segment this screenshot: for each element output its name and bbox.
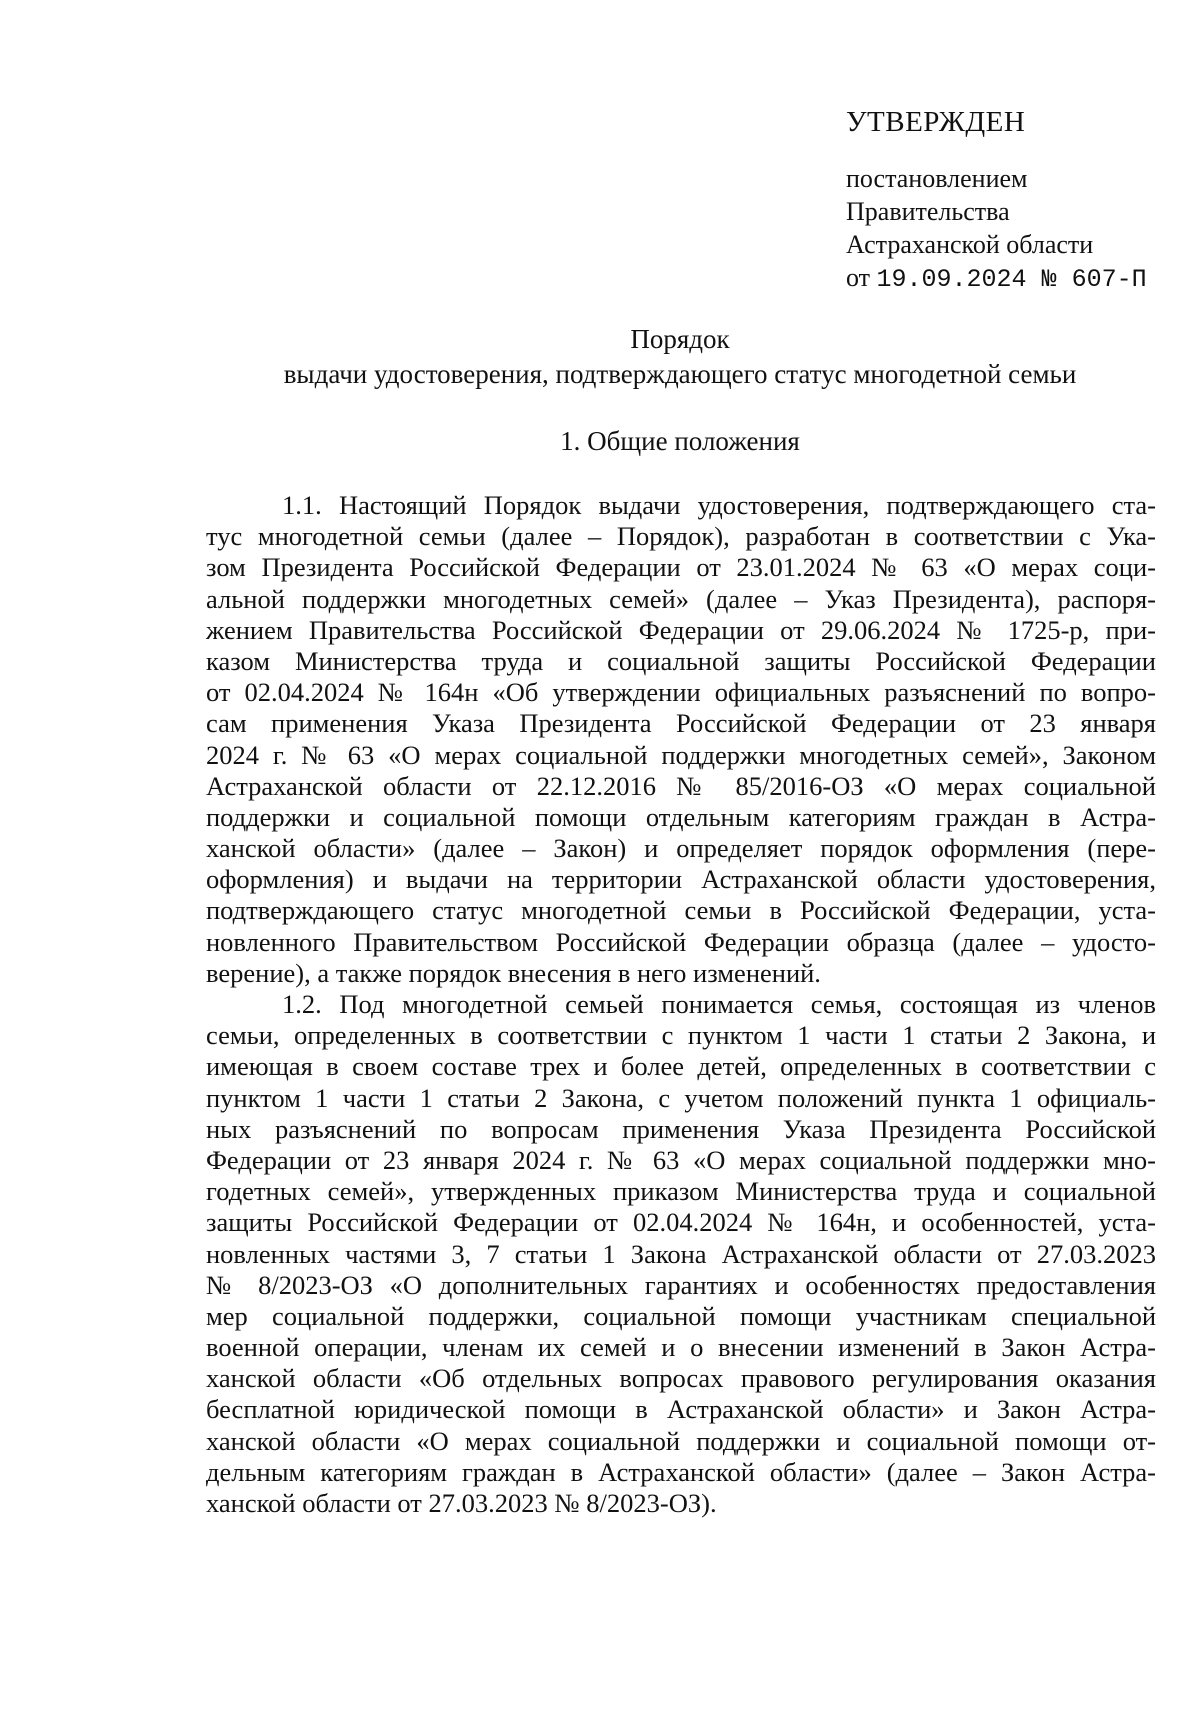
text-line: мер социальной поддержки, социальной помощи участникам специальной bbox=[206, 1300, 1156, 1331]
text-line: сам применения Указа Президента Российской Федерации от 23 января bbox=[206, 708, 1156, 739]
text-line: 2024 г. № 63 «О мерах социальной поддержки многодетных семей», Законом bbox=[206, 739, 1156, 770]
text-line: имеющая в своем составе трех и более детей, определенных в соответствии с bbox=[206, 1051, 1156, 1082]
approval-stamp bbox=[846, 104, 1166, 296]
text-line: ханской области от 27.03.2023 № 8/2023-ОЗ). bbox=[206, 1488, 717, 1518]
text-line: жением Правительства Российской Федерации от 29.06.2024 № 1725-р, при- bbox=[206, 614, 1156, 645]
text-line: защиты Российской Федерации от 02.04.2024 № 164н, и особенностей, уста- bbox=[206, 1207, 1156, 1238]
paragraph-1-1 bbox=[206, 490, 1156, 989]
approval-line-3: Астраханской области bbox=[846, 230, 1094, 259]
text-line: 1.2. Под многодетной семьей понимается семья, состоящая из членов bbox=[282, 989, 1156, 1019]
text-line: военной операции, членам их семей и о внесении изменений в Закон Астра- bbox=[206, 1332, 1156, 1363]
text-line: ханской области» (далее – Закон) и определяет порядок оформления (пере- bbox=[206, 833, 1156, 864]
section-heading: 1. Общие положения bbox=[560, 426, 800, 456]
text-line: казом Министерства труда и социальной защиты Российской Федерации bbox=[206, 645, 1156, 676]
document-body bbox=[206, 490, 1156, 1519]
approval-title: УТВЕРЖДЕН bbox=[846, 106, 1026, 138]
text-line: подтверждающего статус многодетной семьи в Российской Федерации, уста- bbox=[206, 895, 1156, 926]
text-line: бесплатной юридической помощи в Астраханской области» и Закон Астра- bbox=[206, 1394, 1156, 1425]
text-line: пунктом 1 части 1 статьи 2 Закона, с учетом положений пункта 1 официаль- bbox=[206, 1082, 1156, 1113]
text-line: семьи, определенных в соответствии с пунктом 1 части 1 статьи 2 Закона, и bbox=[206, 1020, 1156, 1051]
document-title: Порядок bbox=[630, 324, 730, 354]
text-line: Федерации от 23 января 2024 г. № 63 «О мерах социальной поддержки мно- bbox=[206, 1144, 1156, 1175]
approval-date-line bbox=[846, 261, 1166, 296]
approval-date-prefix: от bbox=[846, 263, 871, 292]
approval-line-2: Правительства bbox=[846, 197, 1010, 226]
text-line: новленных частями 3, 7 статьи 1 Закона Астраханской области от 27.03.2023 bbox=[206, 1238, 1156, 1269]
document-subtitle: выдачи удостоверения, подтверждающего статус многодетной семьи bbox=[283, 359, 1077, 389]
text-line: годетных семей», утвержденных приказом Министерства труда и социальной bbox=[206, 1176, 1156, 1207]
approval-number: 19.09.2024 № 607-П bbox=[876, 265, 1147, 294]
text-line: от 02.04.2024 № 164н «Об утверждении официальных разъяснений по вопро- bbox=[206, 677, 1156, 708]
text-line: поддержки и социальной помощи отдельным категориям граждан в Астра- bbox=[206, 801, 1156, 832]
paragraph-1-2 bbox=[206, 989, 1156, 1519]
text-line: 1.1. Настоящий Порядок выдачи удостоверения, подтверждающего ста- bbox=[282, 490, 1156, 520]
text-line: зом Президента Российской Федерации от 23.01.2024 № 63 «О мерах соци- bbox=[206, 552, 1156, 583]
text-line: ханской области «Об отдельных вопросах правового регулирования оказания bbox=[206, 1363, 1156, 1394]
text-line: новленного Правительством Российской Федерации образца (далее – удосто- bbox=[206, 926, 1156, 957]
text-line: ханской области «О мерах социальной поддержки и социальной помощи от- bbox=[206, 1425, 1156, 1456]
approval-details bbox=[846, 162, 1166, 296]
text-line: верение), а также порядок внесения в него изменений. bbox=[206, 957, 821, 988]
text-line: № 8/2023-ОЗ «О дополнительных гарантиях и особенностях предоставления bbox=[206, 1269, 1156, 1300]
text-line: тус многодетной семьи (далее – Порядок), разработан в соответствии с Ука- bbox=[206, 521, 1156, 552]
approval-line-1: постановлением bbox=[846, 164, 1028, 193]
document-title-block bbox=[200, 322, 1160, 392]
text-line: дельным категориям граждан в Астраханской области» (далее – Закон Астра- bbox=[206, 1456, 1156, 1487]
text-line: альной поддержки многодетных семей» (далее – Указ Президента), распоря- bbox=[206, 583, 1156, 614]
text-line: оформления) и выдачи на территории Астраханской области удостоверения, bbox=[206, 864, 1156, 895]
text-line: Астраханской области от 22.12.2016 № 85/2016-ОЗ «О мерах социальной bbox=[206, 770, 1156, 801]
text-line: ных разъяснений по вопросам применения Указа Президента Российской bbox=[206, 1113, 1156, 1144]
